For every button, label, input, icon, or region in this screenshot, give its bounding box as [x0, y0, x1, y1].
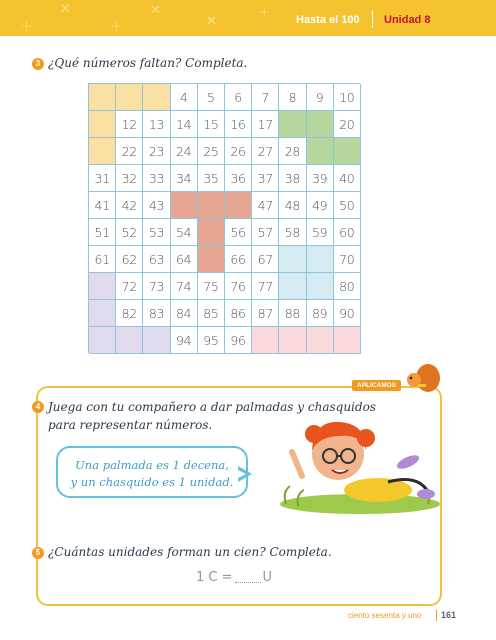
- activity-number-badge: 5: [32, 547, 44, 559]
- grid-cell: 48: [279, 192, 306, 219]
- grid-cell-blank[interactable]: [89, 111, 116, 138]
- grid-cell: 49: [307, 192, 334, 219]
- grid-cell: 8: [279, 84, 306, 111]
- grid-cell: 24: [171, 138, 198, 165]
- grid-cell-blank[interactable]: [225, 192, 252, 219]
- grid-cell: 20: [334, 111, 361, 138]
- grid-cell: 13: [143, 111, 170, 138]
- header-divider: [372, 10, 373, 28]
- grid-cell: 83: [143, 300, 170, 327]
- grid-cell-blank[interactable]: [89, 327, 116, 354]
- speech-bubble-line: y un chasquido es 1 unidad.: [70, 475, 234, 489]
- grid-cell: 77: [252, 273, 279, 300]
- apply-section-tag: APLICAMOS: [352, 380, 401, 391]
- grid-cell: 76: [225, 273, 252, 300]
- grid-cell: 9: [307, 84, 334, 111]
- grid-cell: 42: [116, 192, 143, 219]
- grid-cell: 56: [225, 219, 252, 246]
- grid-cell: 51: [89, 219, 116, 246]
- grid-cell-blank[interactable]: [334, 138, 361, 165]
- unit-topic-title: Hasta el 100: [296, 14, 360, 26]
- grid-cell-blank[interactable]: [307, 273, 334, 300]
- answer-blank[interactable]: [235, 582, 261, 583]
- grid-cell: 95: [198, 327, 225, 354]
- number-grid: [88, 83, 360, 353]
- header-decoration: ✕: [60, 2, 71, 17]
- grid-cell: 82: [116, 300, 143, 327]
- page-header: [0, 0, 496, 36]
- grid-cell: 64: [171, 246, 198, 273]
- grid-cell: 25: [198, 138, 225, 165]
- grid-cell: 14: [171, 111, 198, 138]
- header-decoration: ＋: [110, 20, 124, 35]
- grid-cell: 23: [143, 138, 170, 165]
- grid-cell: 53: [143, 219, 170, 246]
- grid-cell: 58: [279, 219, 306, 246]
- grid-cell-blank[interactable]: [143, 84, 170, 111]
- grid-cell-blank[interactable]: [279, 273, 306, 300]
- answer-left-text: 1 C =: [196, 570, 233, 585]
- grid-cell-blank[interactable]: [89, 300, 116, 327]
- grid-cell: 94: [171, 327, 198, 354]
- grid-cell: 73: [143, 273, 170, 300]
- grid-cell: 32: [116, 165, 143, 192]
- activity-number-badge: 4: [32, 401, 44, 413]
- grid-cell: 33: [143, 165, 170, 192]
- grid-cell: 96: [225, 327, 252, 354]
- page-number: 161: [441, 610, 457, 620]
- grid-cell-blank[interactable]: [171, 192, 198, 219]
- grid-cell: 17: [252, 111, 279, 138]
- grid-cell-blank[interactable]: [307, 327, 334, 354]
- grid-cell: 52: [116, 219, 143, 246]
- page-number-words: ciento sesenta y uno: [348, 611, 422, 620]
- grid-cell: 61: [89, 246, 116, 273]
- grid-cell: 38: [279, 165, 306, 192]
- grid-cell: 50: [334, 192, 361, 219]
- grid-cell-blank[interactable]: [279, 246, 306, 273]
- footer-divider: [436, 610, 437, 621]
- speech-bubble-line: Una palmada es 1 decena,: [75, 458, 229, 472]
- grid-cell: 7: [252, 84, 279, 111]
- header-decoration: ✕: [150, 3, 161, 18]
- grid-cell: 34: [171, 165, 198, 192]
- activity-instruction: ¿Qué números faltan? Completa.: [48, 56, 248, 70]
- grid-cell-blank[interactable]: [143, 327, 170, 354]
- answer-equation: [196, 570, 272, 585]
- grid-cell: 6: [225, 84, 252, 111]
- activity-instruction-continued: para representar números.: [48, 418, 213, 432]
- grid-cell-blank[interactable]: [252, 327, 279, 354]
- header-decoration: ✕: [206, 14, 217, 29]
- grid-cell: 36: [225, 165, 252, 192]
- grid-cell: 62: [116, 246, 143, 273]
- grid-cell: 10: [334, 84, 361, 111]
- squirrel-mascot-icon: [398, 360, 448, 396]
- grid-cell: 66: [225, 246, 252, 273]
- activity-instruction: ¿Cuántas unidades forman un cien? Completa.: [48, 545, 332, 559]
- grid-cell: 22: [116, 138, 143, 165]
- grid-cell: 54: [171, 219, 198, 246]
- grid-cell-blank[interactable]: [116, 84, 143, 111]
- speech-bubble-tail-fill: [236, 469, 246, 479]
- grid-cell: 85: [198, 300, 225, 327]
- grid-cell-blank[interactable]: [307, 138, 334, 165]
- grid-cell: 86: [225, 300, 252, 327]
- grid-cell: 31: [89, 165, 116, 192]
- grid-cell: 16: [225, 111, 252, 138]
- grid-cell: 75: [198, 273, 225, 300]
- grid-cell-blank[interactable]: [89, 138, 116, 165]
- grid-cell: 41: [89, 192, 116, 219]
- girl-character-illustration: [268, 412, 448, 516]
- grid-cell-blank[interactable]: [89, 84, 116, 111]
- grid-cell: 57: [252, 219, 279, 246]
- grid-cell-blank[interactable]: [279, 327, 306, 354]
- grid-cell: 47: [252, 192, 279, 219]
- header-decoration: ＋: [258, 6, 272, 21]
- grid-cell: 40: [334, 165, 361, 192]
- speech-bubble: [56, 446, 248, 498]
- grid-cell: 12: [116, 111, 143, 138]
- grid-cell: 88: [279, 300, 306, 327]
- activity-number-badge: 3: [32, 58, 44, 70]
- grid-cell: 26: [225, 138, 252, 165]
- grid-cell-blank[interactable]: [198, 219, 225, 246]
- grid-cell: 37: [252, 165, 279, 192]
- grid-cell: 84: [171, 300, 198, 327]
- grid-cell-blank[interactable]: [307, 111, 334, 138]
- grid-cell: 87: [252, 300, 279, 327]
- grid-cell: 72: [116, 273, 143, 300]
- grid-cell-blank[interactable]: [198, 192, 225, 219]
- grid-cell: 80: [334, 273, 361, 300]
- header-decoration: ＋: [20, 20, 34, 35]
- grid-cell: 39: [307, 165, 334, 192]
- grid-cell: 89: [307, 300, 334, 327]
- grid-cell: 70: [334, 246, 361, 273]
- grid-cell: 59: [307, 219, 334, 246]
- grid-cell-blank[interactable]: [334, 327, 361, 354]
- grid-cell-blank[interactable]: [116, 327, 143, 354]
- grid-cell: 63: [143, 246, 170, 273]
- grid-cell-blank[interactable]: [198, 246, 225, 273]
- grid-cell: 74: [171, 273, 198, 300]
- grid-cell: 43: [143, 192, 170, 219]
- activity-instruction: Juega con tu compañero a dar palmadas y chasquidos: [48, 400, 376, 414]
- grid-cell: 15: [198, 111, 225, 138]
- grid-cell-blank[interactable]: [89, 273, 116, 300]
- grid-cell: 90: [334, 300, 361, 327]
- grid-cell-blank[interactable]: [307, 246, 334, 273]
- grid-cell: 28: [279, 138, 306, 165]
- grid-cell: 4: [171, 84, 198, 111]
- grid-cell-blank[interactable]: [279, 111, 306, 138]
- grid-cell: 27: [252, 138, 279, 165]
- grid-cell: 67: [252, 246, 279, 273]
- grid-cell: 35: [198, 165, 225, 192]
- unit-label: Unidad 8: [384, 14, 431, 26]
- grid-cell: 5: [198, 84, 225, 111]
- grid-cell: 60: [334, 219, 361, 246]
- answer-right-text: U: [262, 570, 273, 585]
